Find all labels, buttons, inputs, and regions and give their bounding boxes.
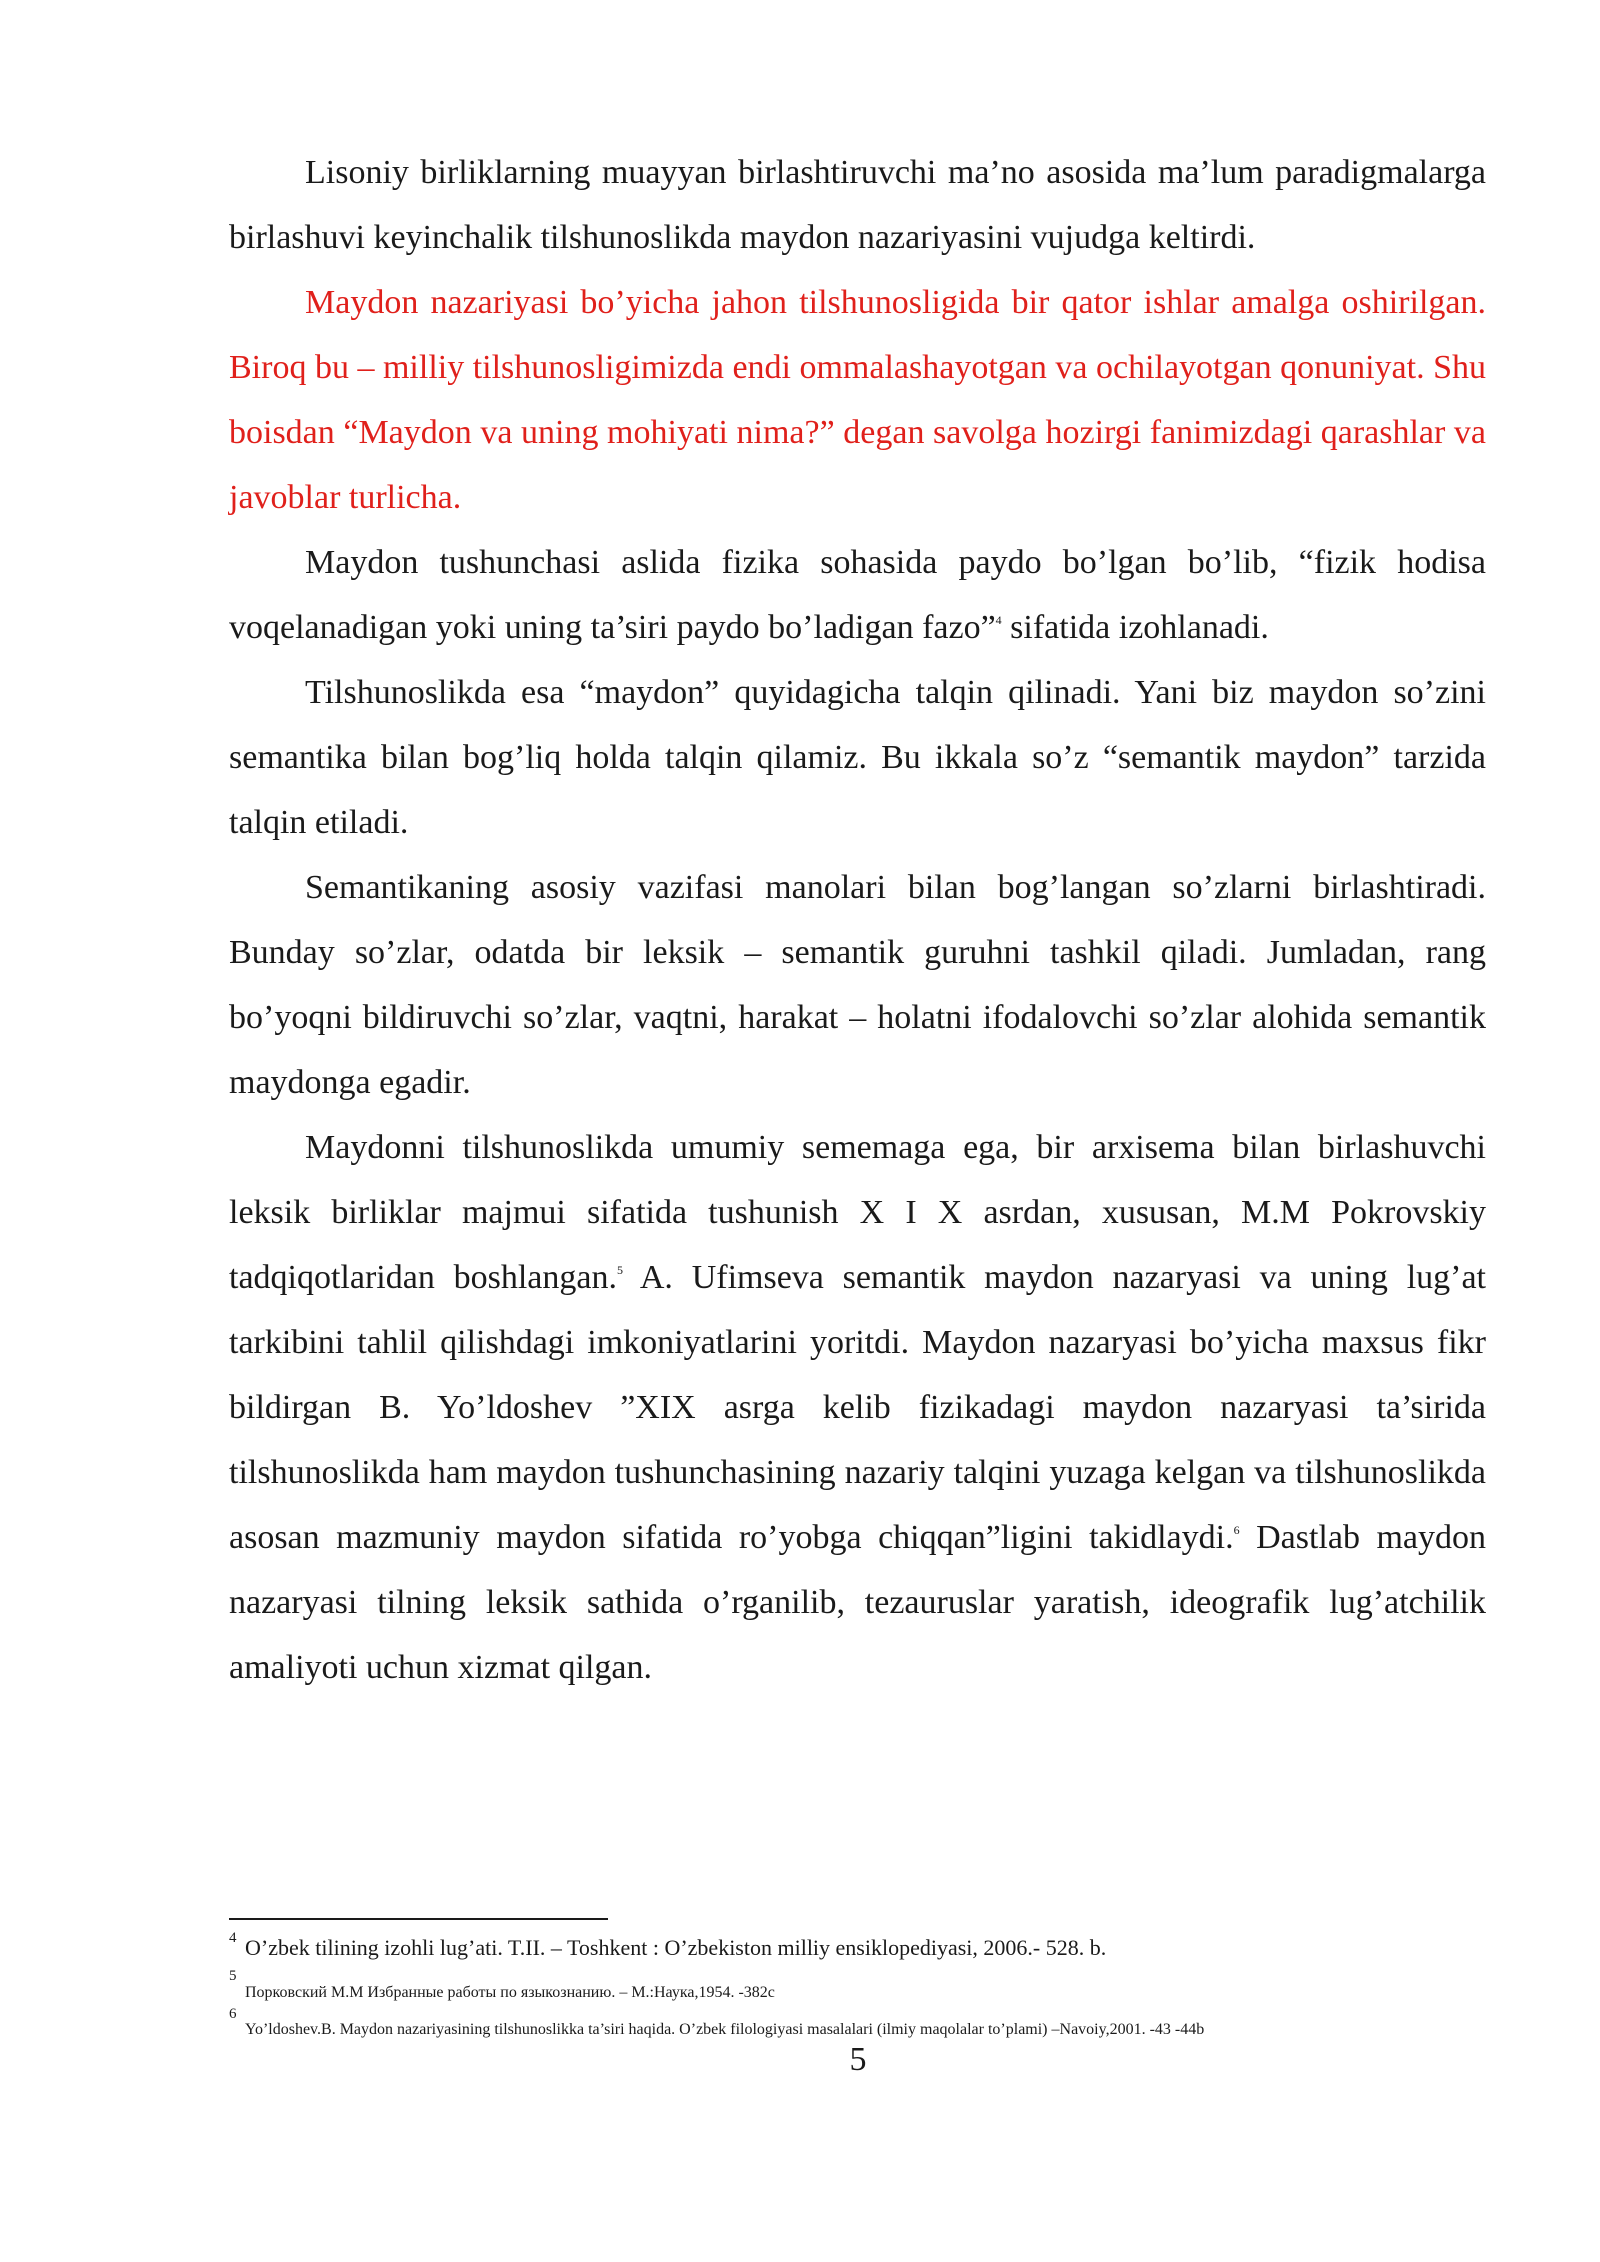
- paragraph-3: [229, 530, 1486, 660]
- footnote-6-number: 6: [229, 2006, 237, 2022]
- paragraph-2-text: Maydon nazariyasi bo’yicha jahon tilshunosligida bir qator ishlar amalga oshirilgan. Biroq bu – milliy tilshunosligimizda endi ommalashayotgan va ochilayotgan qonuniyat. Shu boisdan “Maydon va uning mohiyati nima?” degan savolga hozirgi fanimizdagi qarashlar va javoblar turlicha.: [229, 284, 1486, 516]
- footnote-5: [229, 1967, 1529, 2005]
- page-number: 5: [849, 2041, 867, 2078]
- paragraph-6: [229, 1115, 1486, 1700]
- main-text: [229, 140, 1486, 1700]
- footnote-separator: [229, 1918, 608, 1920]
- paragraph-3-text-a: Maydon tushunchasi aslida fizika sohasida paydo bo’lgan bo’lib, “fizik hodisa voqelanadigan yoki uning ta’siri paydo bo’ladigan fazo”: [229, 544, 1486, 646]
- paragraph-4-text: Tilshunoslikda esa “maydon” quyidagicha talqin qilinadi. Yani biz maydon so’zini semantika bilan bog’liq holda talqin qilamiz. Bu ikkala so’z “semantik maydon” tarzida talqin etiladi.: [229, 674, 1486, 841]
- paragraph-1: [229, 140, 1486, 270]
- footnote-5-number: 5: [229, 1968, 237, 1984]
- paragraph-6-text-a: Maydonni tilshunoslikda umumiy sememaga ega, bir arxisema bilan birlashuvchi leksik birliklar majmui sifatida tushunish X I X asrdan, xususan, M.M Pokrovskiy tadqiqotlaridan boshlangan.: [229, 1129, 1486, 1296]
- footnote-5-text: Порковский М.М Избранные работы по языкознанию. – М.:Наука,1954. -382с: [245, 1984, 775, 2001]
- paragraph-6-text-c: Dastlab maydon nazaryasi tilning leksik sathida o’rganilib, tezauruslar yaratish, ideografik lug’atchilik amaliyoti uchun xizmat qilgan.: [229, 1519, 1487, 1686]
- paragraph-1-text: Lisoniy birliklarning muayyan birlashtiruvchi ma’no asosida ma’lum paradigmalarga birlashuvi keyinchalik tilshunoslikda maydon nazariyasini vujudga keltirdi.: [229, 154, 1486, 256]
- footnote-6: [229, 2005, 1529, 2039]
- footnote-4-text: O’zbek tilining izohli lug’ati. T.II. – Toshkent : O’zbekiston milliy ensiklopediyasi, 2006.- 528. b.: [245, 1935, 1107, 1960]
- footnote-4-number: 4: [229, 1930, 237, 1946]
- paragraph-3-text-b: sifatida izohlanadi.: [1001, 609, 1269, 646]
- footnote-6-text: Yo’ldoshev.B. Maydon nazariyasining tilshunoslikka ta’siri haqida. O’zbek filologiyasi masalalari (ilmiy maqolalar to’plami) –Navoiy,2001. -43 -44b: [245, 2021, 1205, 2038]
- footnotes: [229, 1929, 1529, 2039]
- paragraph-4: [229, 660, 1486, 855]
- footnote-ref-4: 4: [995, 613, 1002, 627]
- footnote-ref-5: 5: [616, 1263, 623, 1277]
- paragraph-2-highlighted: [229, 270, 1486, 530]
- paragraph-5: [229, 855, 1486, 1115]
- paragraph-5-text: Semantikaning asosiy vazifasi manolari bilan bog’langan so’zlarni birlashtiradi. Bunday so’zlar, odatda bir leksik – semantik guruhni tashkil qiladi. Jumladan, rang bo’yoqni bildiruvchi so’zlar, vaqtni, harakat – holatni ifodalovchi so’zlar alohida semantik maydonga egadir.: [229, 869, 1486, 1101]
- footnote-4: [229, 1929, 1529, 1967]
- footnote-ref-6: 6: [1233, 1523, 1240, 1537]
- paragraph-6-text-b: A. Ufimseva semantik maydon nazaryasi va uning lug’at tarkibini tahlil qilishdagi imkoniyatlarini yoritdi. Maydon nazaryasi bo’yicha maxsus fikr bildirgan B. Yo’ldoshev ”XIX asrga kelib fizikadagi maydon nazaryasi ta’sirida tilshunoslikda ham maydon tushunchasining nazariy talqini yuzaga kelgan va tilshunoslikda asosan mazmuniy maydon sifatida ro’yobga chiqqan”ligini takidlaydi.: [229, 1259, 1487, 1556]
